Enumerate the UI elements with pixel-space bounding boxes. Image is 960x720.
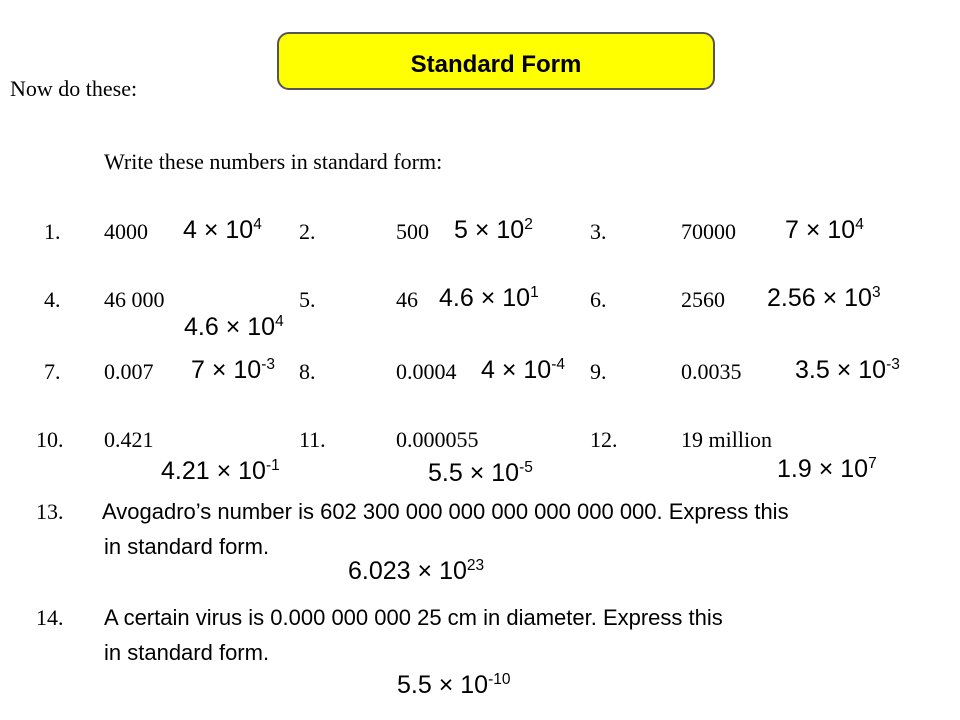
question-13-text-line2: in standard form.	[104, 534, 270, 559]
question-number: 4.	[44, 287, 61, 312]
question-number: 14.	[36, 605, 64, 630]
question-value: 46	[396, 287, 418, 312]
answer: $4.6 \times 10^1$	[439, 284, 539, 312]
question-value: 46 000	[104, 287, 165, 312]
question-value: 0.0035	[681, 359, 742, 384]
question-value: 19 million	[681, 427, 773, 452]
answer: $4.6 \times 10^4$	[184, 313, 284, 341]
question-value: 4000	[104, 219, 148, 244]
question-value: 500	[396, 219, 429, 244]
question-number: 5.	[299, 287, 316, 312]
intro-text: Now do these:	[10, 76, 138, 101]
question-14-text-line2: in standard form.	[104, 640, 270, 665]
question-number: 10.	[36, 427, 64, 452]
question-value: 70000	[681, 219, 736, 244]
answer: $3.5 \times 10^{-3}$	[795, 356, 900, 384]
answer: $4.21 \times 10^{-1}$	[161, 457, 280, 485]
title-banner	[277, 32, 715, 90]
question-number: 2.	[299, 219, 316, 244]
answer: $1.9 \times 10^7$	[777, 455, 877, 483]
question-13-text: Avogadro’s number is 602 300 000 000 000 000 000 000. Express this	[102, 499, 789, 524]
question-number: 9.	[590, 359, 607, 384]
answer: $5 \times 10^2$	[454, 216, 533, 244]
question-value: 2560	[681, 287, 725, 312]
question-number: 12.	[590, 427, 618, 452]
question-number: 13.	[36, 499, 64, 524]
answer: $7 \times 10^{-3}$	[191, 356, 276, 384]
answer: $6.023 \times 10^{23}$	[348, 557, 485, 585]
question-number: 1.	[44, 219, 61, 244]
answer: $4 \times 10^4$	[183, 216, 262, 244]
answer: $4 \times 10^{-4}$	[481, 356, 566, 384]
answer: $5.5 \times 10^{-5}$	[428, 459, 533, 487]
answer: $5.5 \times 10^{-10}$	[397, 671, 511, 699]
question-number: 7.	[44, 359, 61, 384]
answer: $2.56 \times 10^3$	[767, 284, 881, 312]
question-number: 3.	[590, 219, 607, 244]
question-value: 0.007	[104, 359, 154, 384]
question-number: 6.	[590, 287, 607, 312]
question-value: 0.000055	[396, 427, 479, 452]
question-value: 0.421	[104, 427, 154, 452]
question-number: 11.	[299, 427, 326, 452]
question-14-text: A certain virus is 0.000 000 000 25 cm in diameter. Express this	[104, 605, 723, 630]
question-value: 0.0004	[396, 359, 457, 384]
question-number: 8.	[299, 359, 316, 384]
page-title: Standard Form	[410, 51, 582, 78]
answer: $7 \times 10^4$	[785, 216, 864, 244]
instruction-text: Write these numbers in standard form:	[104, 149, 443, 174]
